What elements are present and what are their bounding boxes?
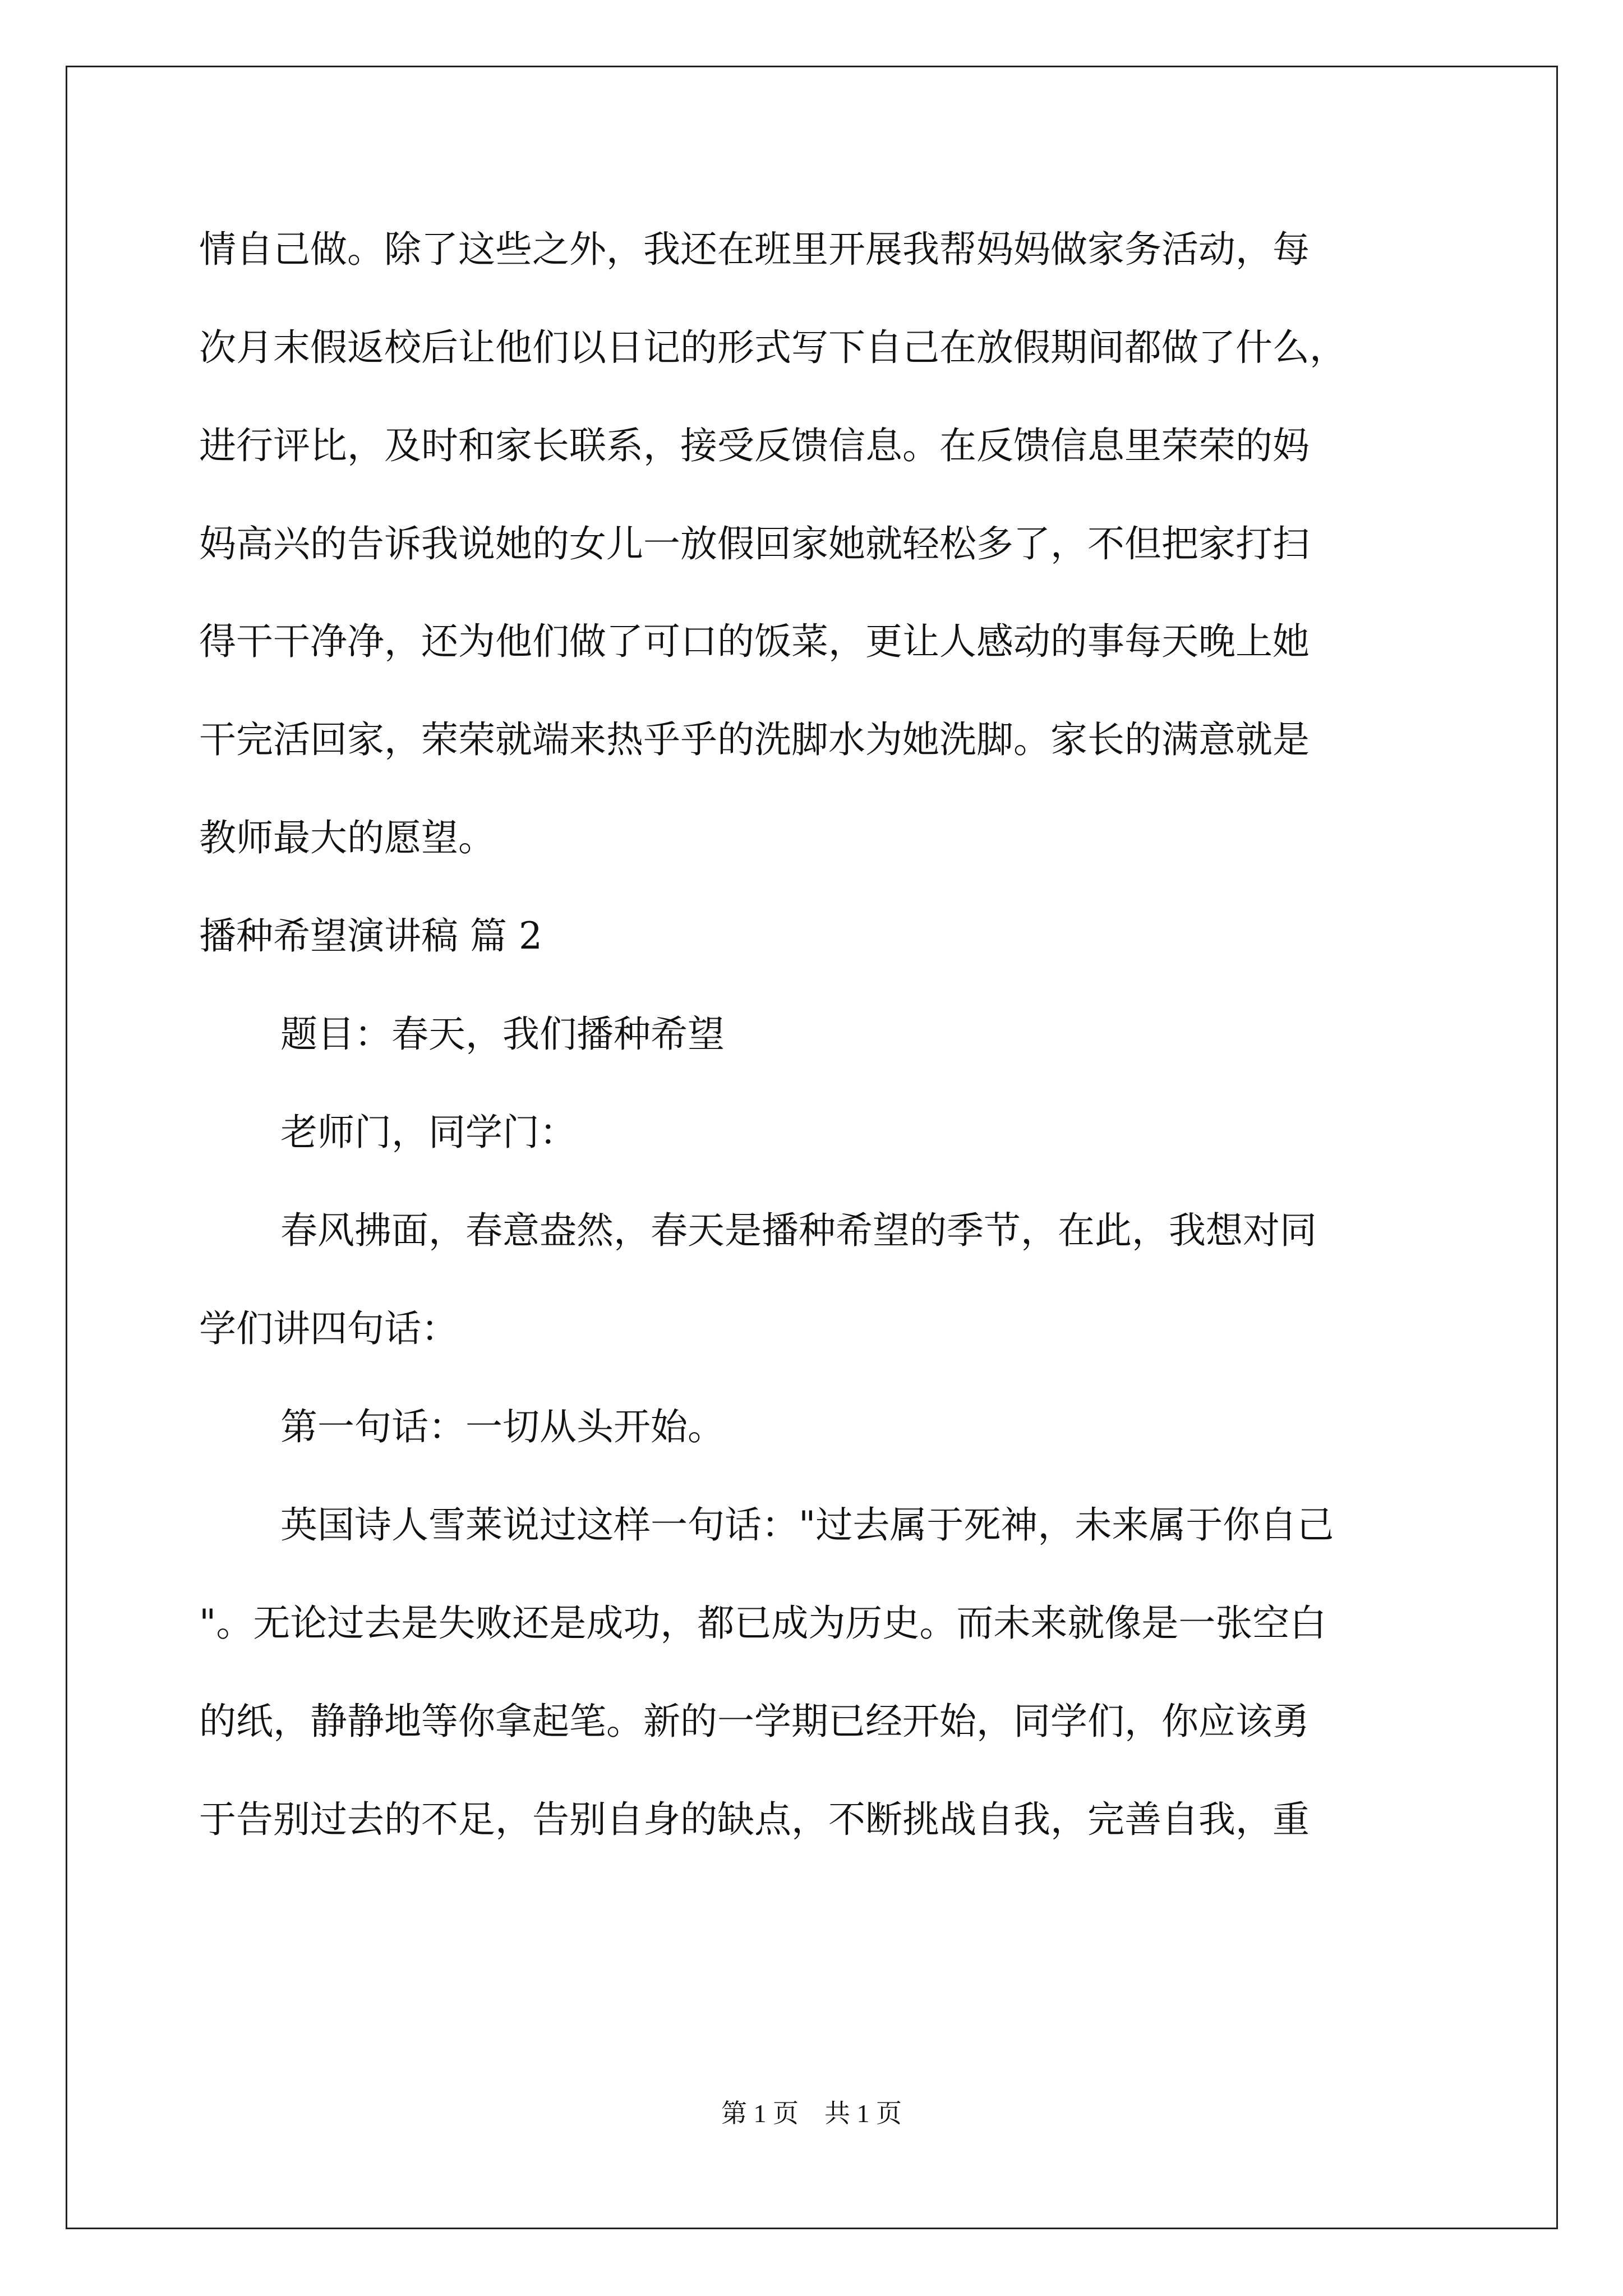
page-footer: 第 1 页 共 1 页 [721, 2099, 902, 2128]
body-line-12: 学们讲四句话： [199, 1307, 458, 1350]
salutation: 老师门，同学门： [280, 1111, 577, 1154]
body-line-17: 于告别过去的不足，告别自身的缺点，不断挑战自我，完善自我，重 [199, 1798, 1310, 1841]
body-line-2: 次月末假返校后让他们以日记的形式写下自己在放假期间都做了什么， [199, 326, 1347, 369]
body-line-1: 情自己做。除了这些之外，我还在班里开展我帮妈妈做家务活动，每 [199, 228, 1310, 271]
body-line-5: 得干干净净，还为他们做了可口的饭菜，更让人感动的事每天晚上她 [199, 620, 1310, 663]
section-heading: 播种希望演讲稿 篇 2 [199, 914, 542, 958]
body-line-13: 第一句话：一切从头开始。 [280, 1405, 725, 1448]
body-line-7: 教师最大的愿望。 [199, 816, 495, 859]
body-line-3: 进行评比，及时和家长联系，接受反馈信息。在反馈信息里荣荣的妈 [199, 424, 1310, 467]
body-line-4: 妈高兴的告诉我说她的女儿一放假回家她就轻松多了，不但把家打扫 [199, 522, 1310, 565]
body-line-14: 英国诗人雪莱说过这样一句话："过去属于死神，未来属于你自己 [280, 1503, 1334, 1547]
body-line-6: 干完活回家，荣荣就端来热乎乎的洗脚水为她洗脚。家长的满意就是 [199, 718, 1310, 761]
body-line-16: 的纸，静静地等你拿起笔。新的一学期已经开始，同学们，你应该勇 [199, 1700, 1310, 1743]
body-line-11: 春风拂面，春意盎然，春天是播种希望的季节，在此，我想对同 [280, 1209, 1317, 1252]
body-line-15: "。无论过去是失败还是成功，都已成为历史。而未来就像是一张空白 [199, 1602, 1327, 1645]
speech-title: 题目：春天，我们播种希望 [280, 1013, 725, 1056]
